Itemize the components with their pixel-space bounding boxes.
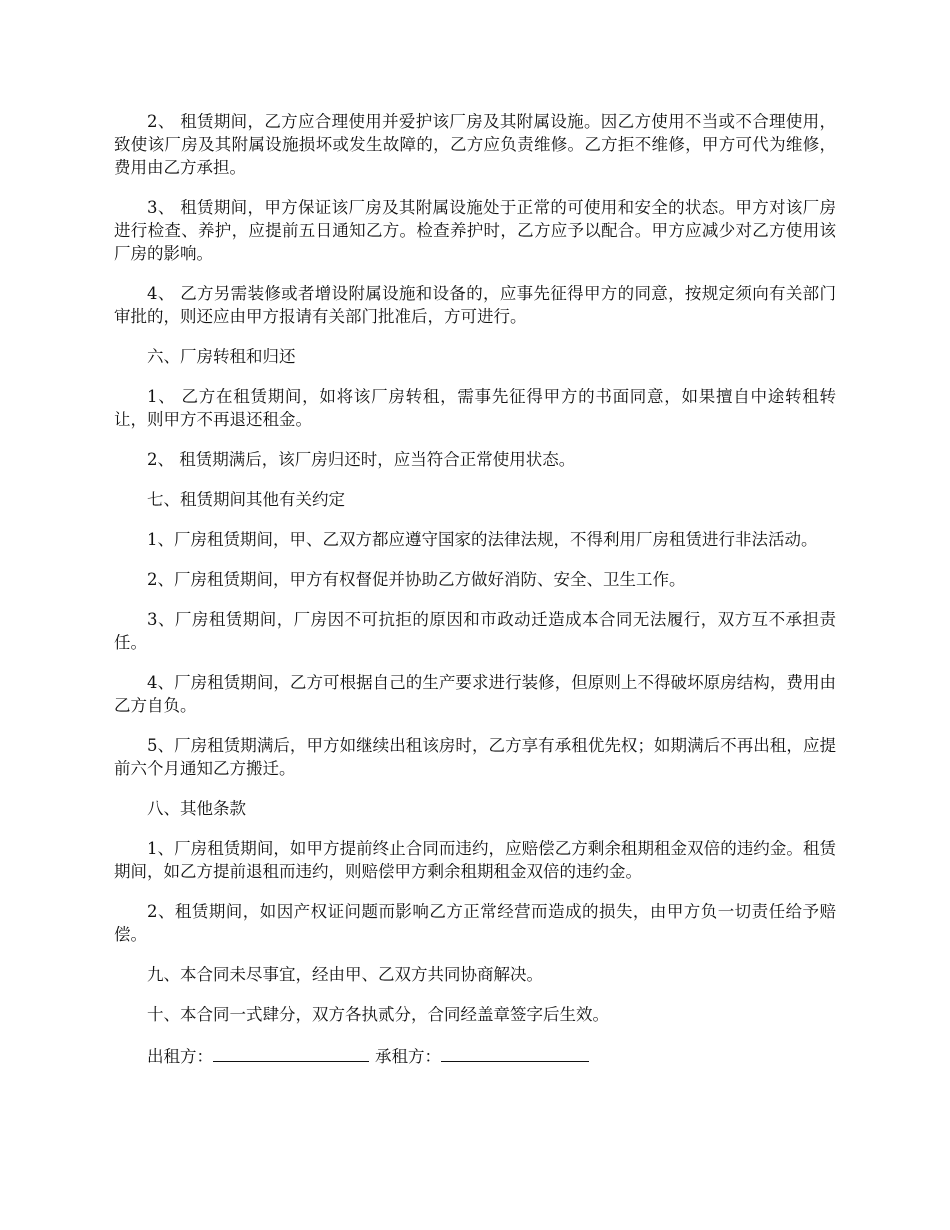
clause-6-2: 2、 租赁期满后，该厂房归还时，应当符合正常使用状态。 [147, 450, 576, 469]
clause-5-4: 4、 乙方另需装修或者增设附属设施和设备的，应事先征得甲方的同意，按规定须向有关部门审批的，则还应由甲方报请有关部门批准后，方可进行。 [114, 284, 836, 326]
clause-8-1: 1、厂房租赁期间，如甲方提前终止合同而违约，应赔偿乙方剩余租期租金双倍的违约金。租赁期间，如乙方提前退租而违约，则赔偿甲方剩余租期租金双倍的违约金。 [114, 839, 836, 881]
lessor-signature-blank [213, 1043, 369, 1062]
section-8-heading: 八、其他条款 [147, 799, 246, 818]
section-9: 九、本合同未尽事宜，经由甲、乙双方共同协商解决。 [147, 965, 543, 984]
clause-7-5: 5、厂房租赁期满后，甲方如继续出租该房时，乙方享有承租优先权；如期满后不再出租，应提前六个月通知乙方搬迁。 [114, 736, 836, 778]
signature-line [114, 1043, 836, 1068]
lessor-label: 出租方： [147, 1047, 213, 1066]
clause-7-1: 1、厂房租赁期间，甲、乙双方都应遵守国家的法律法规，不得利用厂房租赁进行非法活动。 [147, 530, 818, 549]
section-10: 十、本合同一式肆分，双方各执贰分，合同经盖章签字后生效。 [147, 1005, 609, 1024]
clause-7-4: 4、厂房租赁期间，乙方可根据自己的生产要求进行装修，但原则上不得破坏原房结构，费用由乙方自负。 [114, 673, 836, 715]
clause-7-3: 3、厂房租赁期间，厂房因不可抗拒的原因和市政动迁造成本合同无法履行，双方互不承担责任。 [114, 610, 836, 652]
clause-5-3: 3、 租赁期间，甲方保证该厂房及其附属设施处于正常的可使用和安全的状态。甲方对该厂房进行检查、养护，应提前五日通知乙方。检查养护时，乙方应予以配合。甲方应减少对乙方使用该厂房的影响。 [114, 198, 836, 263]
section-7-heading: 七、租赁期间其他有关约定 [147, 490, 345, 509]
lessee-signature-blank [441, 1043, 589, 1062]
lessee-label: 承租方： [375, 1047, 441, 1066]
clause-7-2: 2、厂房租赁期间，甲方有权督促并协助乙方做好消防、安全、卫生工作。 [147, 570, 686, 589]
clause-5-2: 2、 租赁期间，乙方应合理使用并爱护该厂房及其附属设施。因乙方使用不当或不合理使用，致使该厂房及其附属设施损坏或发生故障的，乙方应负责维修。乙方拒不维修，甲方可代为维修，费用由乙方承担。 [114, 112, 836, 177]
clause-6-1: 1、 乙方在租赁期间，如将该厂房转租，需事先征得甲方的书面同意，如果擅自中途转租转让，则甲方不再退还租金。 [114, 387, 836, 429]
section-6-heading: 六、厂房转租和归还 [147, 347, 296, 366]
clause-8-2: 2、租赁期间，如因产权证问题而影响乙方正常经营而造成的损失，由甲方负一切责任给予赔偿。 [114, 902, 836, 944]
